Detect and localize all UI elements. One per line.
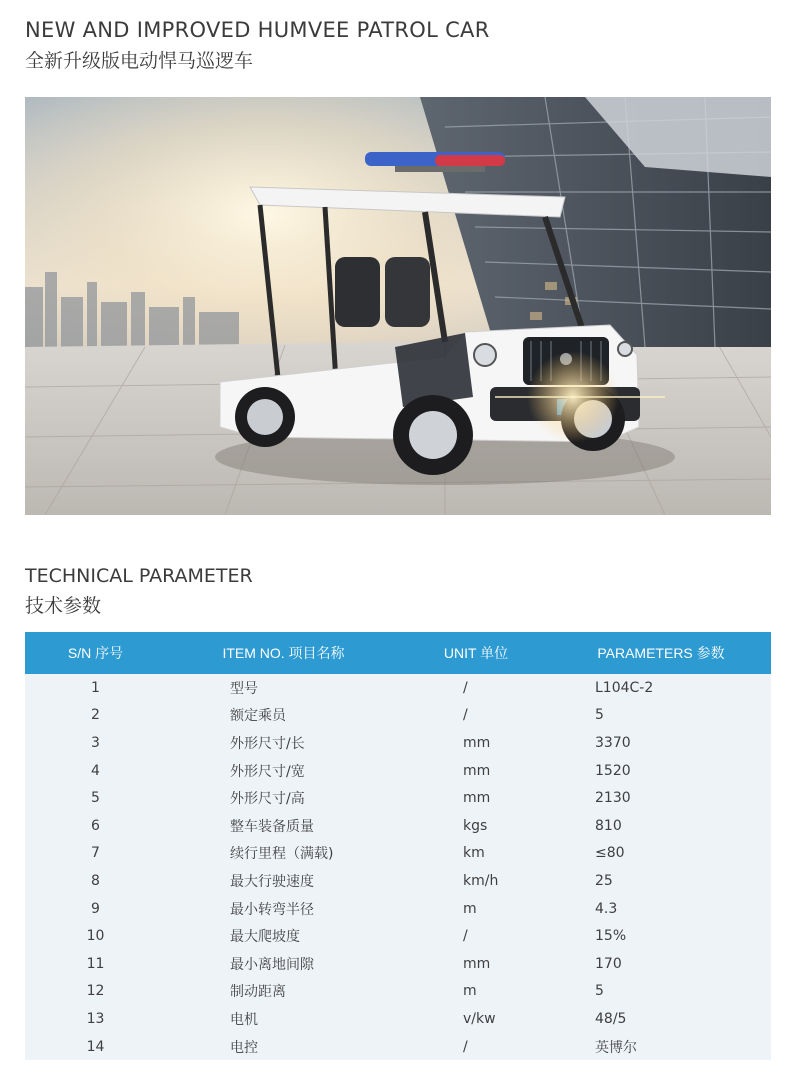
cell-sn: 5: [91, 790, 100, 807]
cell-unit: km: [463, 845, 485, 862]
cell-sn: 13: [86, 1010, 105, 1027]
cell-sn: 10: [86, 928, 105, 945]
cell-parameter: 170: [595, 955, 622, 972]
page-title-cn: 全新升级版电动悍马巡逻车: [25, 50, 254, 72]
cell-parameter: 5: [595, 983, 604, 1000]
cell-item: 型号: [230, 680, 258, 697]
cell-parameter: ≤80: [595, 845, 625, 862]
technical-parameter-table: [25, 632, 771, 1060]
cell-sn: 8: [91, 872, 100, 889]
cell-item: 最大爬坡度: [230, 929, 300, 946]
table-row: [25, 674, 771, 702]
cell-item: 制动距离: [230, 984, 286, 1001]
cell-item: 外形尺寸/宽: [230, 763, 305, 780]
cell-parameter: 4.3: [595, 900, 618, 917]
cell-unit: mm: [463, 734, 491, 751]
column-header-unit: UNIT 单位: [443, 645, 509, 661]
cell-parameter: 15%: [595, 928, 627, 945]
cell-sn: 2: [91, 707, 100, 724]
table-row: [25, 729, 771, 757]
column-header-sn: S/N 序号: [67, 645, 124, 661]
cell-unit: mm: [463, 955, 491, 972]
page-title-en: NEW AND IMPROVED HUMVEE PATROL CAR: [25, 18, 490, 42]
cell-unit: km/h: [463, 872, 499, 889]
cell-parameter: 5: [595, 707, 604, 724]
cell-item: 整车装备质量: [230, 818, 314, 835]
cell-unit: v/kw: [463, 1010, 496, 1027]
table-row: [25, 1033, 771, 1061]
table-row: [25, 978, 771, 1006]
column-header-item: ITEM NO. 项目名称: [222, 645, 345, 661]
cell-parameter: 英博尔: [595, 1039, 637, 1056]
table-row: [25, 784, 771, 812]
cell-item: 电控: [230, 1039, 258, 1056]
cell-sn: 11: [86, 955, 105, 972]
cell-item: 最小转弯半径: [230, 901, 314, 918]
cell-item: 电机: [230, 1011, 258, 1028]
cell-item: 最小离地间隙: [230, 956, 314, 973]
table-row: [25, 895, 771, 923]
table-row: [25, 812, 771, 840]
cell-item: 最大行驶速度: [230, 873, 314, 890]
cell-unit: /: [463, 679, 468, 696]
cell-sn: 4: [91, 762, 100, 779]
table-row: [25, 702, 771, 730]
table-row: [25, 1005, 771, 1033]
cell-item: 外形尺寸/长: [230, 735, 305, 752]
cell-sn: 1: [91, 679, 100, 696]
section-title-en: TECHNICAL PARAMETER: [25, 565, 253, 587]
cell-unit: /: [463, 928, 468, 945]
cell-parameter: 810: [595, 817, 622, 834]
column-header-parameters: PARAMETERS 参数: [597, 645, 725, 661]
cell-unit: m: [463, 983, 477, 1000]
cell-unit: /: [463, 1038, 468, 1055]
cell-parameter: 2130: [595, 790, 631, 807]
cell-unit: kgs: [463, 817, 488, 834]
cell-parameter: 1520: [595, 762, 631, 779]
cell-parameter: 48/5: [595, 1010, 627, 1027]
cell-parameter: 25: [595, 872, 613, 889]
table-row: [25, 867, 771, 895]
cell-parameter: 3370: [595, 734, 631, 751]
cell-parameter: L104C-2: [595, 679, 654, 696]
cell-unit: mm: [463, 762, 491, 779]
cell-unit: m: [463, 900, 477, 917]
table-header-row: [25, 632, 771, 674]
table-row: [25, 922, 771, 950]
cell-sn: 6: [91, 817, 100, 834]
table-row: [25, 950, 771, 978]
cell-sn: 9: [91, 900, 100, 917]
product-photo: [25, 97, 771, 515]
cell-item: 外形尺寸/高: [230, 791, 305, 808]
cell-item: 额定乘员: [230, 708, 286, 725]
cell-item: 续行里程（满载): [230, 846, 334, 863]
cell-unit: /: [463, 707, 468, 724]
cell-sn: 14: [86, 1038, 105, 1055]
section-title-cn: 技术参数: [25, 595, 102, 617]
table-row: [25, 840, 771, 868]
cell-unit: mm: [463, 790, 491, 807]
cell-sn: 12: [86, 983, 105, 1000]
table-row: [25, 757, 771, 785]
cell-sn: 7: [91, 845, 100, 862]
cell-sn: 3: [91, 734, 100, 751]
